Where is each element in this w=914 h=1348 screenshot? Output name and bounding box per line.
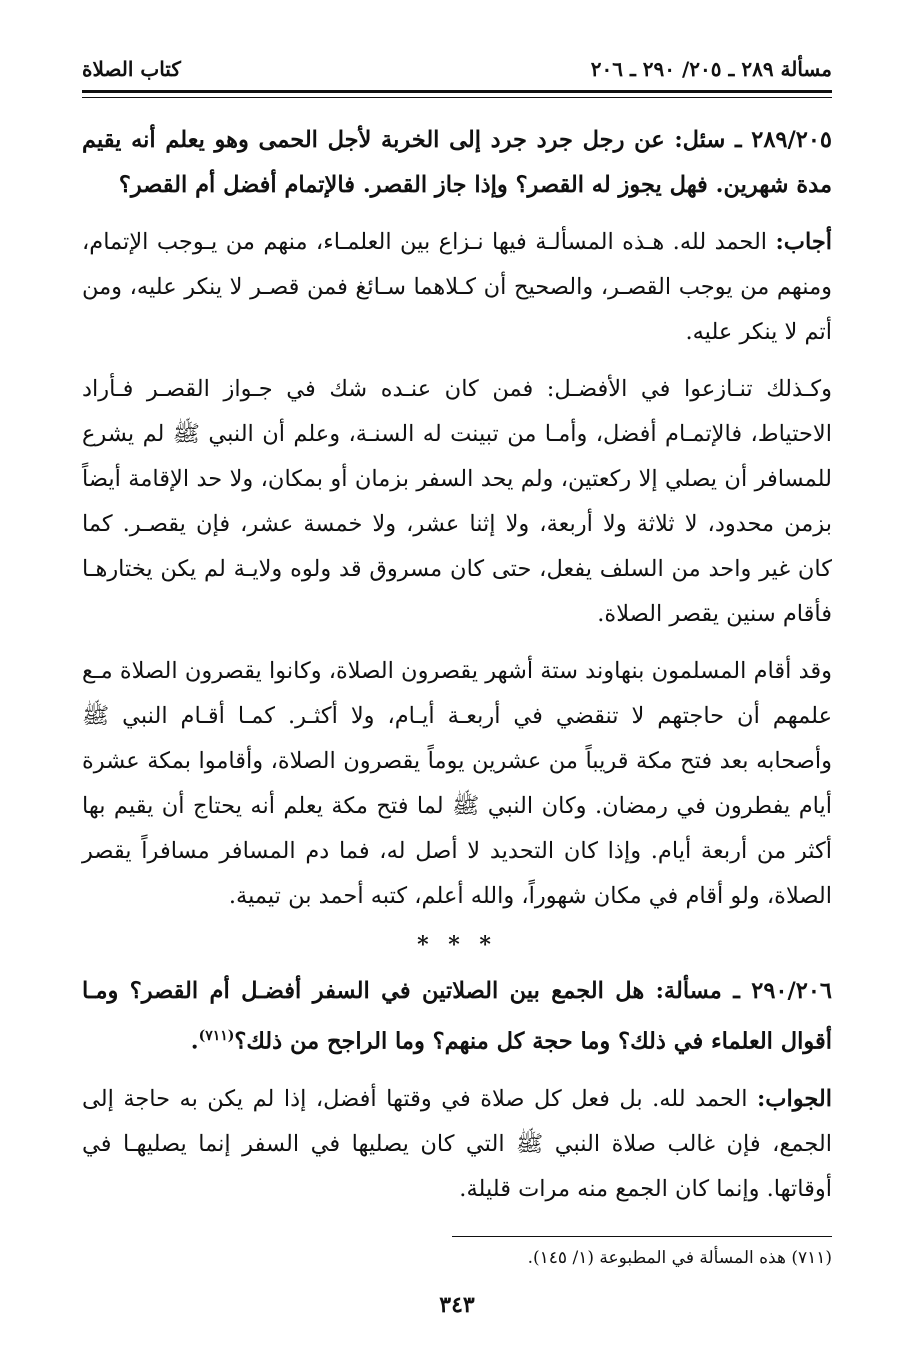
footnote-rule xyxy=(452,1236,832,1237)
question-289: ٢٨٩/٢٠٥ ـ سئل: عن رجل جرد جرد إلى الخربة لأجل الحمى وهو يعلم أنه يقيم مدة شهرين. فهل يجوز له القصر؟ وإذا جاز القصر. فالإتمام أفضل أم القصر؟ xyxy=(82,127,832,198)
answer-289-intro xyxy=(82,220,832,355)
section-separator: * * * xyxy=(417,932,497,958)
running-header xyxy=(82,52,832,86)
answer-289-p1: الحمد لله. هـذه المسألـة فيها نـزاع بين العلمـاء، منهم من يـوجب الإتمام، ومنهم من يوجب القصـر، والصحيح أن كـلاهما سـائغ فمن قصـر لا ينكر عليه، ومن أتم لا ينكر عليه. xyxy=(82,229,832,345)
answer-289-p3: وقد أقام المسلمون بنهاوند ستة أشهر يقصرون الصلاة، وكانوا يقصرون الصلاة مـع علمهم أن حاجتهم لا تنقضي في أربعـة أيـام، ولا أكثـر. كمـا أقـام النبي ﷺ وأصحابه بعد فتح مكة قريباً من عشرين يوماً يقصرون الصلاة، وأقاموا بمكة عشرة أيام يفطرون في رمضان. وكان النبي ﷺ لما فتح مكة يعلم أنه يحتاج أن يقيم بها أكثر من أربعة أيام. وإذا كان التحديد لا أصل له، فما دم المسافر مسافراً يقصر الصلاة، ولو أقام في مكان شهوراً، والله أعلم، كتبه أحمد بن تيمية. xyxy=(82,658,832,909)
header-book-title: كتاب الصلاة xyxy=(82,57,181,81)
question-290: ٢٩٠/٢٠٦ ـ مسألة: هل الجمع بين الصلاتين في السفر أفضـل أم القصر؟ ومـا أقوال العلماء في ذلك؟ وما حجة كل منهم؟ وما الراجح من ذلك؟$^{(٧١١)}$. xyxy=(82,978,832,1055)
answer-290 xyxy=(82,1077,832,1212)
header-issue-numbers: مسألة ٢٨٩ ـ ٢٠٥/ ٢٩٠ ـ ٢٠٦ xyxy=(590,57,832,81)
answer-lead: أجاب: xyxy=(775,229,832,255)
header-rule-thick xyxy=(82,90,832,93)
answer-290-p1: الحمد لله. بل فعل كل صلاة في وقتها أفضل، إذا لم يكن به حاجة إلى الجمع، فإن غالب صلاة النبي ﷺ التي كان يصليها في السفر إنما يصليهـا في أوقاتها. وإنما كان الجمع منه مرات قليلة. xyxy=(82,1085,832,1202)
answer-lead: الجواب: xyxy=(757,1085,832,1112)
question-290-text: ٢٩٠/٢٠٦ ـ مسألة: هل الجمع بين الصلاتين في السفر أفضـل أم القصر؟ ومـا أقوال العلماء في ذلك؟ وما حجة كل منهم؟ وما الراجح من ذلك؟ xyxy=(82,978,832,1055)
footnote-reference: (٧١١) xyxy=(198,1028,235,1044)
footnote: (٧١١) هذه المسألة في المطبوعة (١/ ١٤٥). xyxy=(527,1248,832,1268)
page-number: ٣٤٣ xyxy=(439,1292,475,1318)
answer-289-p2: وكـذلك تنـازعوا في الأفضـل: فمن كان عنـده شك في جـواز القصـر فـأراد الاحتياط، فالإتمـام أفضل، وأمـا من تبينت له السنـة، وعلم أن النبي ﷺ لم يشرع للمسافر أن يصلي إلا ركعتين، ولم يحد السفر بزمان أو بمكان، ولا حد الإقامة أيضاً بزمن محدود، لا ثلاثة ولا أربعة، ولا إثنا عشر، ولا خمسة عشر، فإن يقصـر. كما كان غير واحد من السلف يفعل، حتى كان مسروق قد ولوه ولايـة لم يكن يختارهـا فأقام سنين يقصر الصلاة. xyxy=(82,376,832,627)
main-text xyxy=(82,118,832,1212)
header-rule-thin xyxy=(82,97,832,98)
